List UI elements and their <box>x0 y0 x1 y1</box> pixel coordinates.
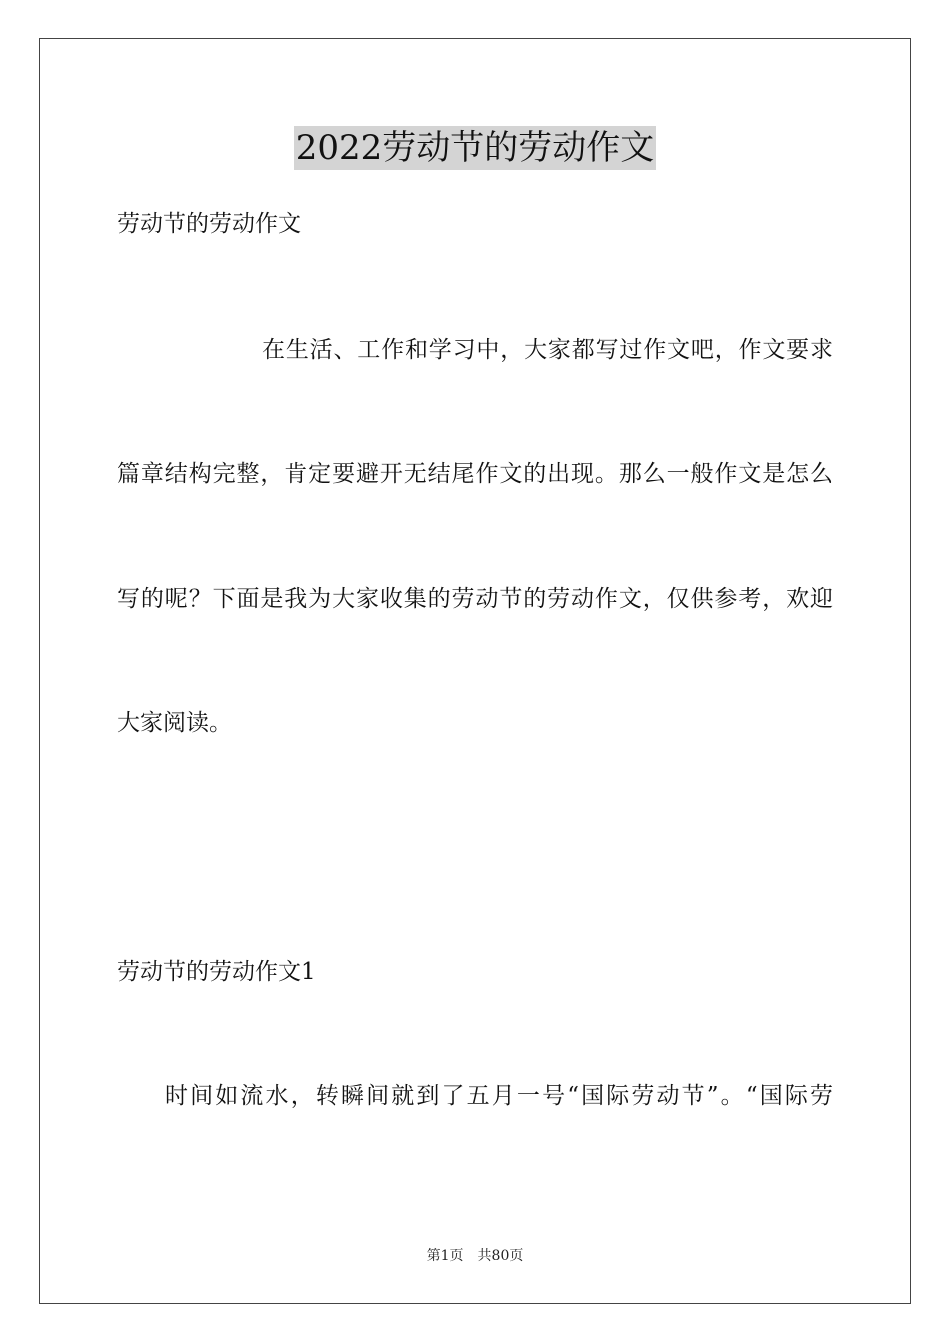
page-number-footer: 第1页 共80页 <box>426 1248 524 1264</box>
document-subtitle: 劳动节的劳动作文 <box>117 211 301 237</box>
intro-line-3: 写的呢？下面是我为大家收集的劳动节的劳动作文，仅供参考，欢迎 <box>117 586 833 612</box>
document-title-text: 2022劳动节的劳动作文 <box>295 128 655 168</box>
intro-line-4: 大家阅读。 <box>117 710 232 736</box>
section-heading: 劳动节的劳动作文1 <box>117 959 316 985</box>
intro-line-2: 篇章结构完整，肯定要避开无结尾作文的出现。那么一般作文是怎么 <box>117 461 833 487</box>
section-first-line: 时间如流水，转瞬间就到了五月一号“国际劳动节”。“国际劳 <box>165 1083 833 1109</box>
document-title <box>0 126 950 170</box>
intro-line-1: 在生活、工作和学习中，大家都写过作文吧，作文要求 <box>262 337 833 363</box>
